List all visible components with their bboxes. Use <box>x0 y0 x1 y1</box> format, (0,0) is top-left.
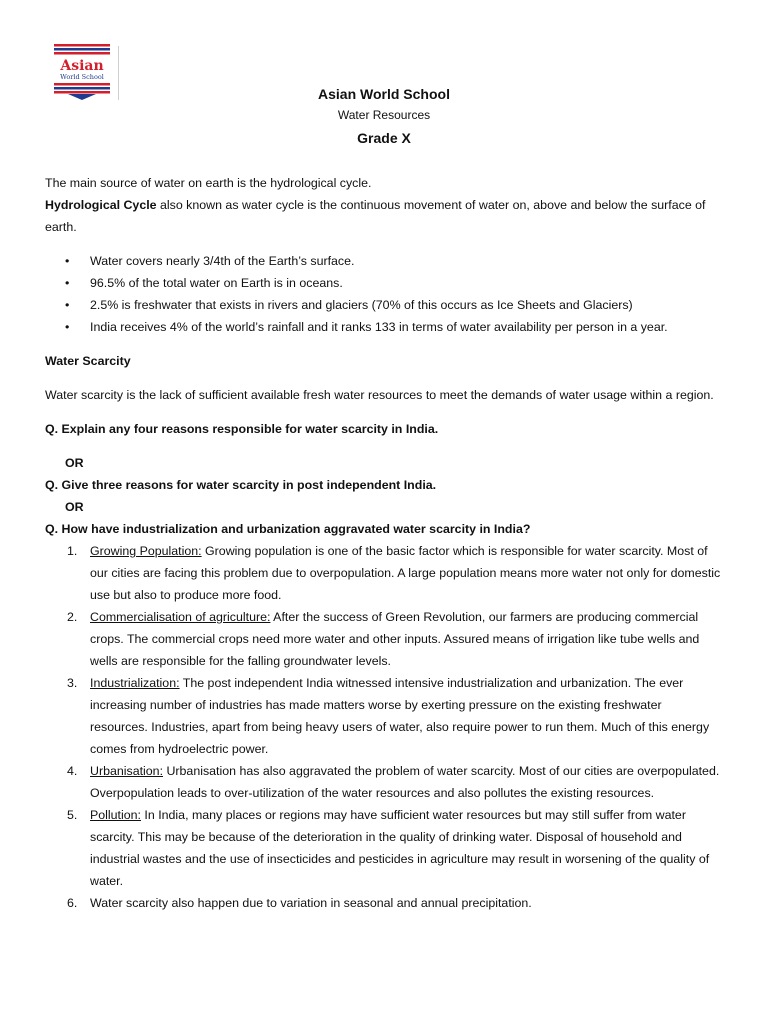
list-item: • Water covers nearly 3/4th of the Earth’s surface. <box>45 250 721 272</box>
list-item <box>45 672 721 760</box>
item-text: The post independent India witnessed intensive industrialization and urbanization. The ever increasing number of industries has made matters worse by exerting pressure on the existing freshwater resources. Industries, apart from being heavy users of water, also require power to run them. Much of this energy comes from hydroelectric power. <box>90 676 710 756</box>
item-number: 5. <box>67 808 78 822</box>
item-number: 1. <box>67 544 78 558</box>
item-text: Urbanisation has also aggravated the problem of water scarcity. Most of our cities are overpopulated. Overpopulation leads to over-utilization of the water resources and also pollutes the existing resources. <box>90 764 720 800</box>
reasons-list <box>45 540 721 914</box>
list-item <box>45 760 721 804</box>
item-number: 2. <box>67 610 78 624</box>
item-text: Water scarcity also happen due to variation in seasonal and annual precipitation. <box>90 896 532 910</box>
list-item: • India receives 4% of the world’s rainfall and it ranks 133 in terms of water availability per person in a year. <box>45 316 721 338</box>
item-term: Industrialization: <box>90 676 180 690</box>
item-text: Growing population is one of the basic factor which is responsible for water scarcity. Most of our cities are facing this problem due to overpopulation. A large population means more water not only for domestic use but also to produce more food. <box>90 544 721 602</box>
question-3: Q. How have industrialization and urbanization aggravated water scarcity in India? <box>45 522 531 536</box>
list-item: • 96.5% of the total water on Earth is in oceans. <box>45 272 721 294</box>
item-number: 3. <box>67 676 78 690</box>
list-item <box>45 892 721 914</box>
document-body <box>45 172 721 914</box>
item-term: Growing Population: <box>90 544 202 558</box>
grade-title: Grade X <box>357 130 411 146</box>
logo-text-sub: World School <box>60 73 104 81</box>
or-separator: OR <box>65 456 84 470</box>
facts-list <box>45 250 721 338</box>
cycle-definition <box>45 194 721 238</box>
school-title: Asian World School <box>318 86 450 102</box>
list-item <box>45 606 721 672</box>
question-1: Q. Explain any four reasons responsible for water scarcity in India. <box>45 422 439 436</box>
item-term: Urbanisation: <box>90 764 164 778</box>
or-separator: OR <box>65 500 84 514</box>
logo-text-main: Asian <box>60 58 104 74</box>
item-text: After the success of Green Revolution, our farmers are producing commercial crops. The commercial crops need more water and other inputs. Assured means of irrigation like tube wells and wells are responsible for the falling groundwater levels. <box>90 610 700 668</box>
list-item: • 2.5% is freshwater that exists in rivers and glaciers (70% of this occurs as Ice Sheets and Glaciers) <box>45 294 721 316</box>
list-item <box>45 540 721 606</box>
list-item <box>45 804 721 892</box>
item-term: Pollution: <box>90 808 141 822</box>
item-number: 4. <box>67 764 78 778</box>
section-heading: Water Scarcity <box>45 354 131 368</box>
item-number: 6. <box>67 896 78 910</box>
scarcity-definition: Water scarcity is the lack of sufficient available fresh water resources to meet the demands of water usage within a region. <box>45 388 714 402</box>
cycle-term: Hydrological Cycle <box>45 198 157 212</box>
subject-title: Water Resources <box>337 108 431 122</box>
item-text: In India, many places or regions may have sufficient water resources but may still suffer from water scarcity. This may be because of the deterioration in the quality of drinking water. Disposal of household and industrial wastes and the use of insecticides and pesticides in agriculture may result in worsening of the quality of water. <box>90 808 710 888</box>
question-2: Q. Give three reasons for water scarcity in post independent India. <box>45 478 437 492</box>
item-term: Commercialisation of agriculture: <box>90 610 271 624</box>
cycle-text: also known as water cycle is the continuous movement of water on, above and below the surface of earth. <box>45 198 706 234</box>
intro-paragraph: The main source of water on earth is the hydrological cycle. <box>45 176 372 190</box>
